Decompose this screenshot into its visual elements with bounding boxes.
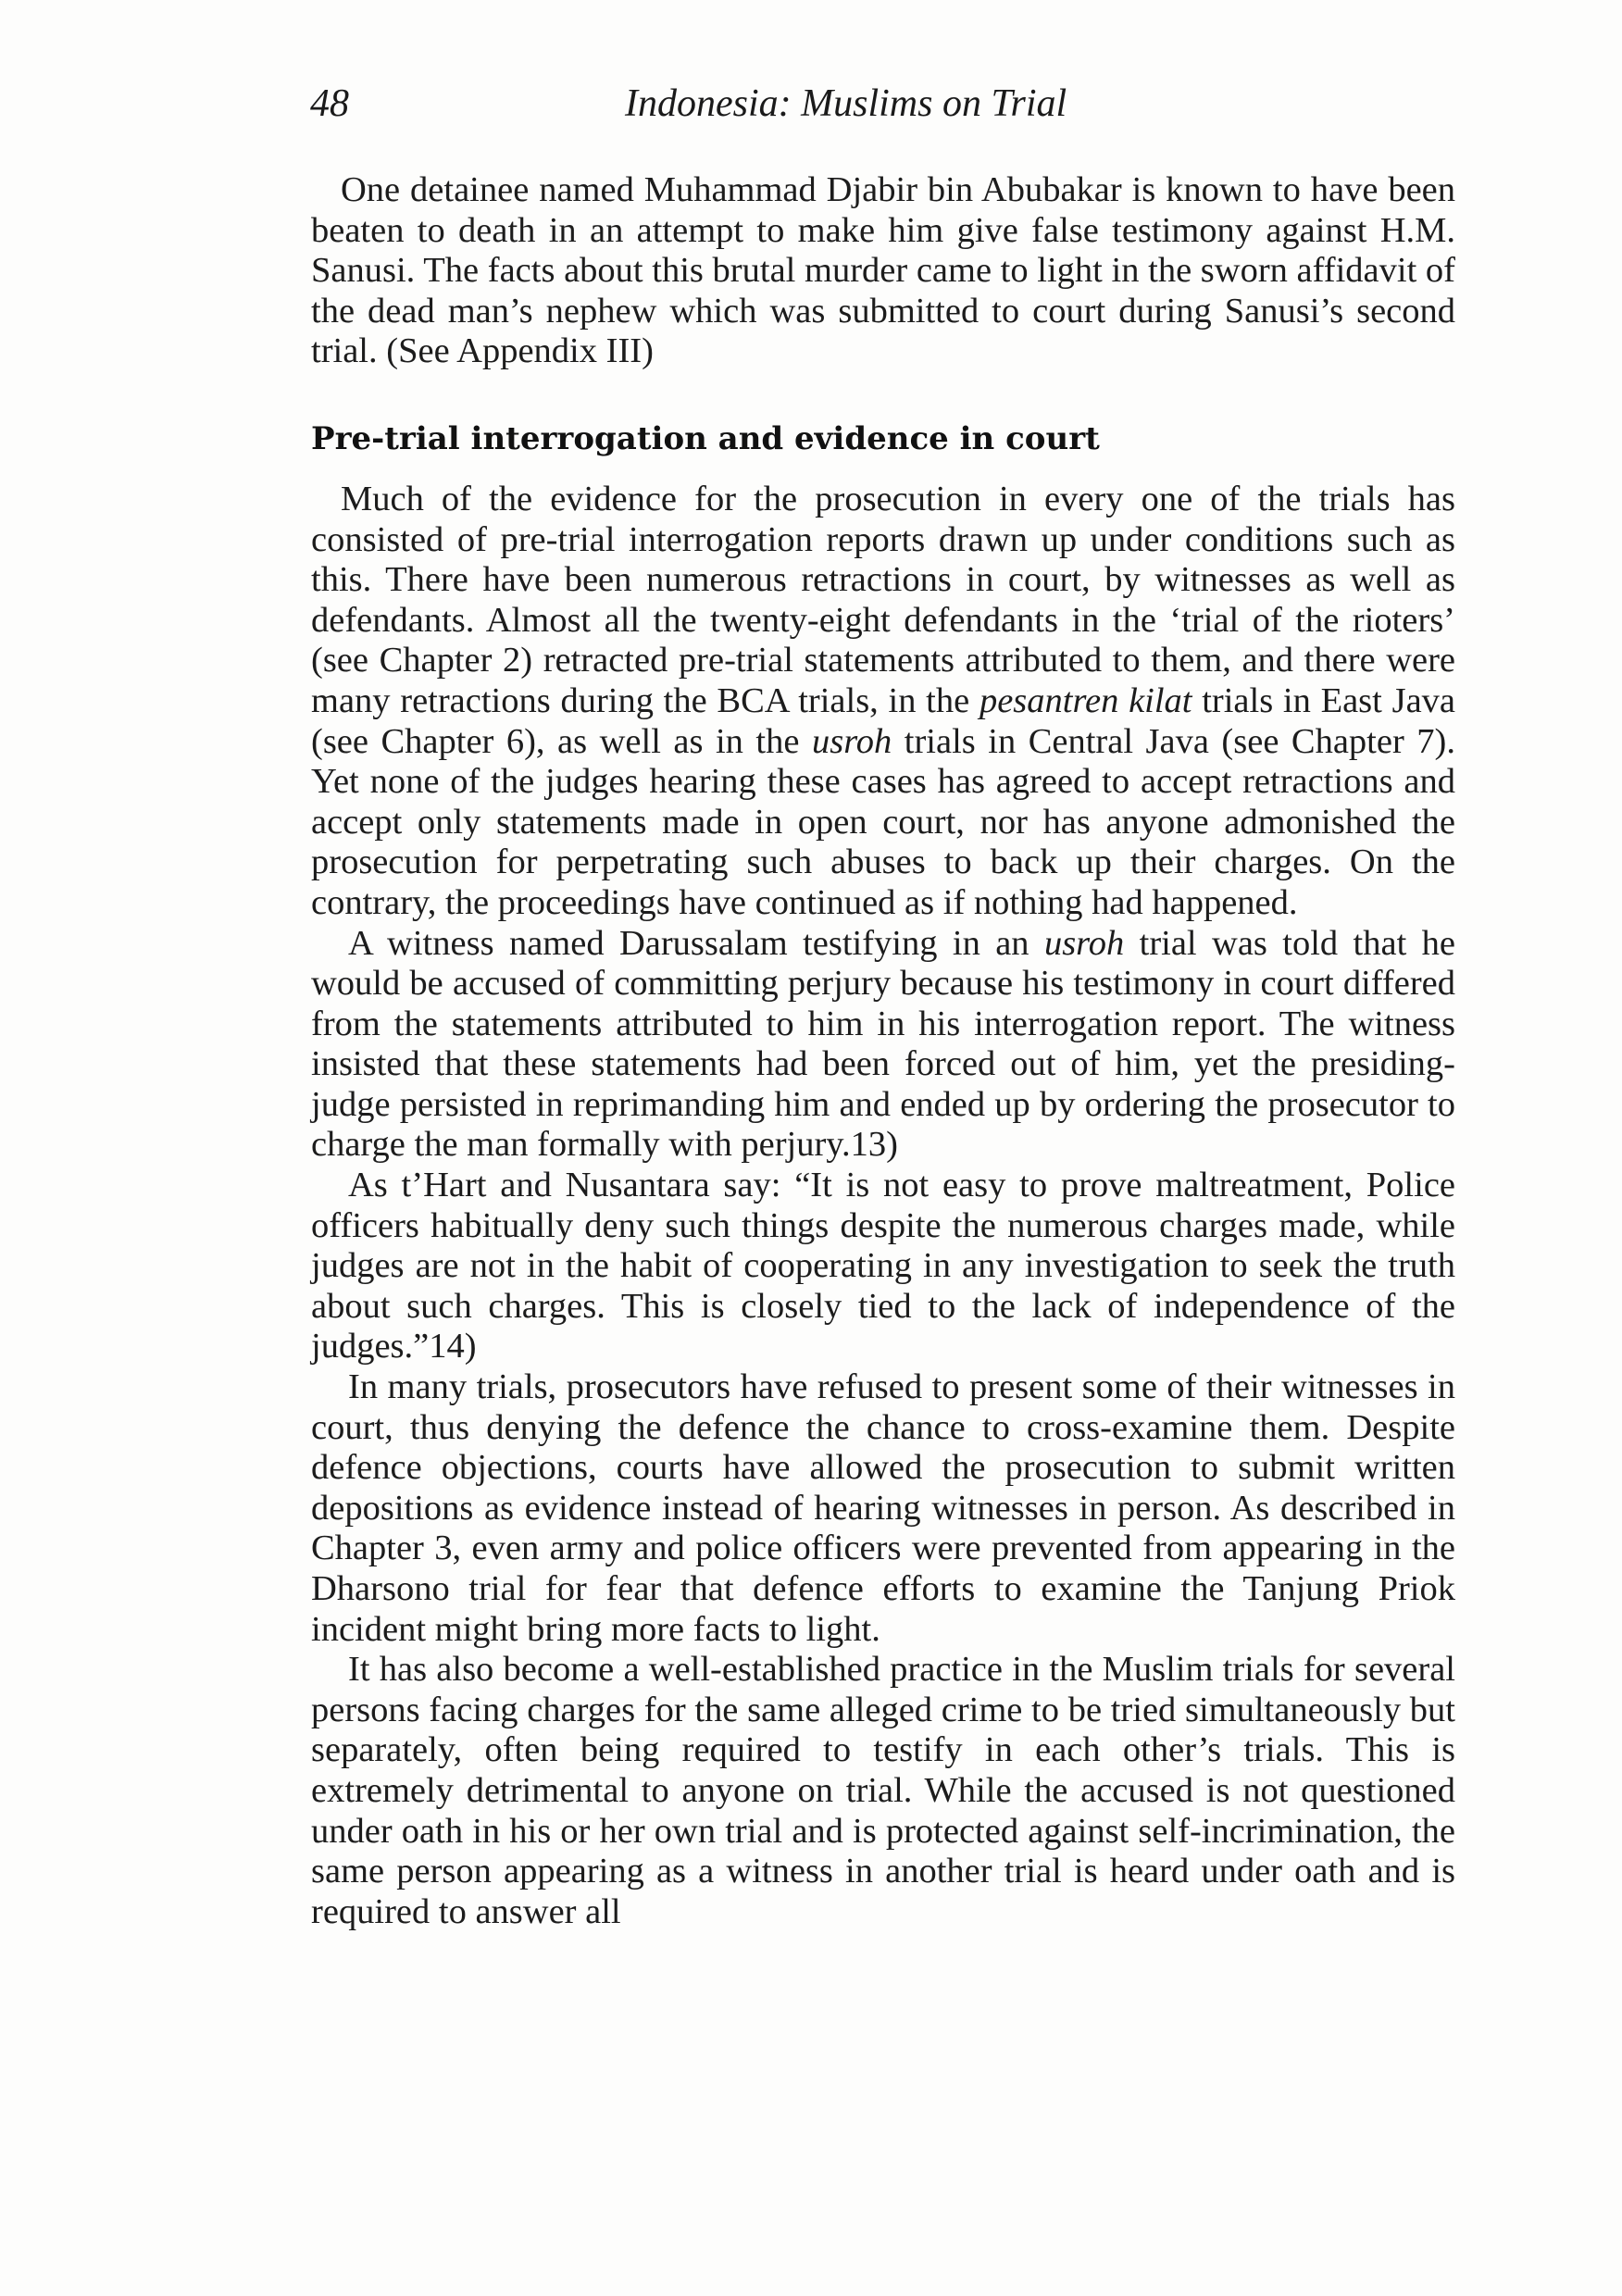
term-usroh: usroh <box>811 721 892 761</box>
paragraph-witnesses: In many trials, prosecutors have refused to present some of their witnesses in court, thus denying the defence the chance to cross-examine them. Despite defence objections, courts have allowed the prosecution to submit written depositions as evidence instead of hearing witnesses in person. As described in Chapter 3, even army and police officers were prevented from appearing in the Dharsono trial for fear that defence efforts to examine the Tanjung Priok incident might bring more facts to light. <box>311 1367 1455 1649</box>
page-number: 48 <box>310 82 349 125</box>
running-header <box>310 81 1458 137</box>
running-title: Indonesia: Muslims on Trial <box>625 82 1067 125</box>
body-text <box>311 170 1455 1932</box>
section-heading: Pre-trial interrogation and evidence in court <box>311 419 1100 457</box>
paragraph-intro: One detainee named Muhammad Djabir bin Abubakar is known to have been beaten to death in an attempt to make him give false testimony against H.M. Sanusi. The facts about this brutal murder came to light in the sworn affidavit of the dead man’s nephew which was submitted to court during Sanusi’s second trial. (See Appendix III) <box>311 170 1455 371</box>
paragraph-darussalam: A witness named Darussalam testifying in an usroh trial was told that he would be accused of committing perjury because his testimony in court differed from the statements attributed to him in his interrogation report. The witness insisted that these statements had been forced out of him, yet the presiding-judge persisted in reprimanding him and ended up by ordering the prosecutor to charge the man formally with perjury.13) <box>311 923 1455 1165</box>
paragraph-retractions: Much of the evidence for the prosecution in every one of the trials has consisted of pre-trial interrogation reports drawn up under conditions such as this. There have been numerous retractions in court, by witnesses as well as defendants. Almost all the twenty-eight defendants in the ‘trial of the rioters’ (see Chapter 2) retracted pre-trial statements attributed to them, and there were many retractions during the BCA trials, in the pesantren kilat trials in East Java (see Chapter 6), as well as in the usroh trials in Central Java (see Chapter 7). Yet none of the judges hearing these cases has agreed to accept retractions and accept only statements made in open court, nor has anyone admonished the prosecution for perpetrating such abuses to back up their charges. On the contrary, the proceedings have continued as if nothing had happened. <box>311 479 1455 922</box>
term-usroh: usroh <box>1043 923 1125 963</box>
paragraph-separate-trials: It has also become a well-established practice in the Muslim trials for several persons facing charges for the same alleged crime to be tried simultaneously but separately, often being required to testify in each other’s trials. This is extremely detrimental to anyone on trial. While the accused is not questioned under oath in his or her own trial and is protected against self-incrimination, the same person appearing as a witness in another trial is heard under oath and is required to answer all <box>311 1650 1455 1931</box>
paragraph-quote: As t’Hart and Nusantara say: “It is not easy to prove maltreatment, Police officers habitually deny such things despite the numerous charges made, while judges are not in the habit of cooperating in any investigation to seek the truth about such charges. This is closely tied to the lack of independence of the judges.”14) <box>311 1166 1455 1366</box>
term-pesantren-kilat: pesantren kilat <box>979 680 1192 720</box>
